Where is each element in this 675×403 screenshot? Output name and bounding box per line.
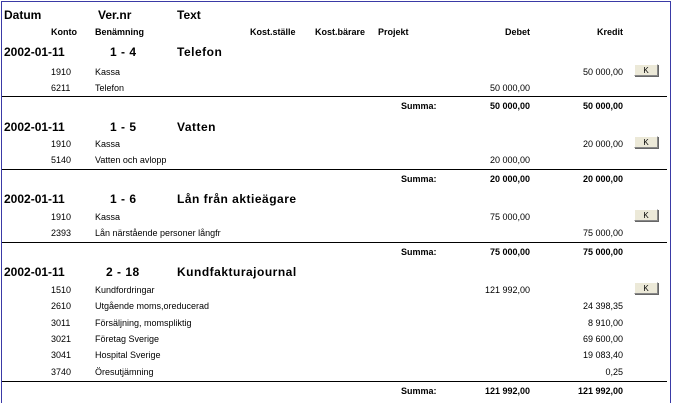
header-kost-barare: Kost.bärare <box>315 27 366 37</box>
header-kredit: Kredit <box>596 27 623 37</box>
summa-kredit: 20 000,00 <box>582 174 623 184</box>
row-kredit: 20 000,00 <box>582 139 623 149</box>
header-debet: Debet <box>504 27 530 37</box>
row-benamning: Företag Sverige <box>95 334 160 344</box>
row-konto: 1910 <box>51 212 72 222</box>
voucher-date: 2002-01-11 <box>4 120 65 134</box>
row-benamning: Försäljning, momspliktig <box>95 318 192 328</box>
divider <box>2 169 667 170</box>
summa-debet: 121 992,00 <box>484 386 530 396</box>
k-button[interactable]: K <box>634 282 658 294</box>
summa-label: Summa: <box>401 247 437 257</box>
summa-debet: 75 000,00 <box>489 247 530 257</box>
summa-debet: 20 000,00 <box>489 174 530 184</box>
row-kredit: 50 000,00 <box>582 67 623 77</box>
summa-kredit: 50 000,00 <box>582 101 623 111</box>
summa-debet: 50 000,00 <box>489 101 530 111</box>
header-konto: Konto <box>51 27 77 37</box>
header-datum: Datum <box>4 8 42 22</box>
header-vernr: Ver.nr <box>98 8 132 22</box>
row-konto: 6211 <box>51 83 71 93</box>
row-konto: 1510 <box>51 285 72 295</box>
row-debet: 50 000,00 <box>489 83 530 93</box>
row-konto: 3021 <box>51 334 72 344</box>
voucher-date: 2002-01-11 <box>4 45 65 59</box>
row-debet: 121 992,00 <box>484 285 530 295</box>
voucher-date: 2002-01-11 <box>4 265 65 279</box>
divider <box>2 381 667 382</box>
summa-label: Summa: <box>401 174 437 184</box>
row-kredit: 0,25 <box>605 367 623 377</box>
voucher-text: Lån från aktieägare <box>177 192 297 206</box>
summa-label: Summa: <box>401 386 437 396</box>
row-konto: 1910 <box>51 67 72 77</box>
row-benamning: Hospital Sverige <box>95 350 161 360</box>
row-kredit: 75 000,00 <box>582 228 623 238</box>
voucher-number: 2 - 18 <box>106 265 140 279</box>
row-kredit: 19 083,40 <box>582 350 623 360</box>
divider <box>2 96 667 97</box>
voucher-number: 1 - 5 <box>110 120 137 134</box>
row-benamning: Öresutjämning <box>95 367 154 377</box>
k-button[interactable]: K <box>634 209 658 221</box>
row-debet: 20 000,00 <box>489 155 530 165</box>
voucher-text: Vatten <box>177 120 217 134</box>
row-konto: 3041 <box>51 350 72 360</box>
row-kredit: 8 910,00 <box>587 318 623 328</box>
header-projekt: Projekt <box>378 27 409 37</box>
voucher-number: 1 - 4 <box>110 45 137 59</box>
row-debet: 75 000,00 <box>489 212 530 222</box>
row-konto: 3011 <box>51 318 71 328</box>
header-text: Text <box>177 8 201 22</box>
summa-label: Summa: <box>401 101 437 111</box>
row-kredit: 69 600,00 <box>582 334 623 344</box>
row-benamning: Kundfordringar <box>95 285 155 295</box>
k-button[interactable]: K <box>634 64 658 76</box>
divider <box>2 242 667 243</box>
voucher-number: 1 - 6 <box>110 192 137 206</box>
row-konto: 3740 <box>51 367 72 377</box>
row-kredit: 24 398,35 <box>582 301 623 311</box>
row-konto: 2610 <box>51 301 72 311</box>
row-benamning: Vatten och avlopp <box>95 155 167 165</box>
header-benamning: Benämning <box>95 27 145 37</box>
row-benamning: Kassa <box>95 139 121 149</box>
row-benamning: Kassa <box>95 67 121 77</box>
row-benamning: Lån närstående personer långfr <box>95 228 221 238</box>
summa-kredit: 121 992,00 <box>577 386 623 396</box>
voucher-text: Telefon <box>177 45 223 59</box>
row-konto: 1910 <box>51 139 72 149</box>
row-benamning: Utgående moms,oreducerad <box>95 301 210 311</box>
voucher-date: 2002-01-11 <box>4 192 65 206</box>
header-kost-stalle: Kost.ställe <box>250 27 296 37</box>
row-konto: 5140 <box>51 155 72 165</box>
k-button[interactable]: K <box>634 136 658 148</box>
row-benamning: Kassa <box>95 212 121 222</box>
summa-kredit: 75 000,00 <box>582 247 623 257</box>
row-benamning: Telefon <box>95 83 125 93</box>
row-konto: 2393 <box>51 228 72 238</box>
voucher-text: Kundfakturajournal <box>177 265 297 279</box>
